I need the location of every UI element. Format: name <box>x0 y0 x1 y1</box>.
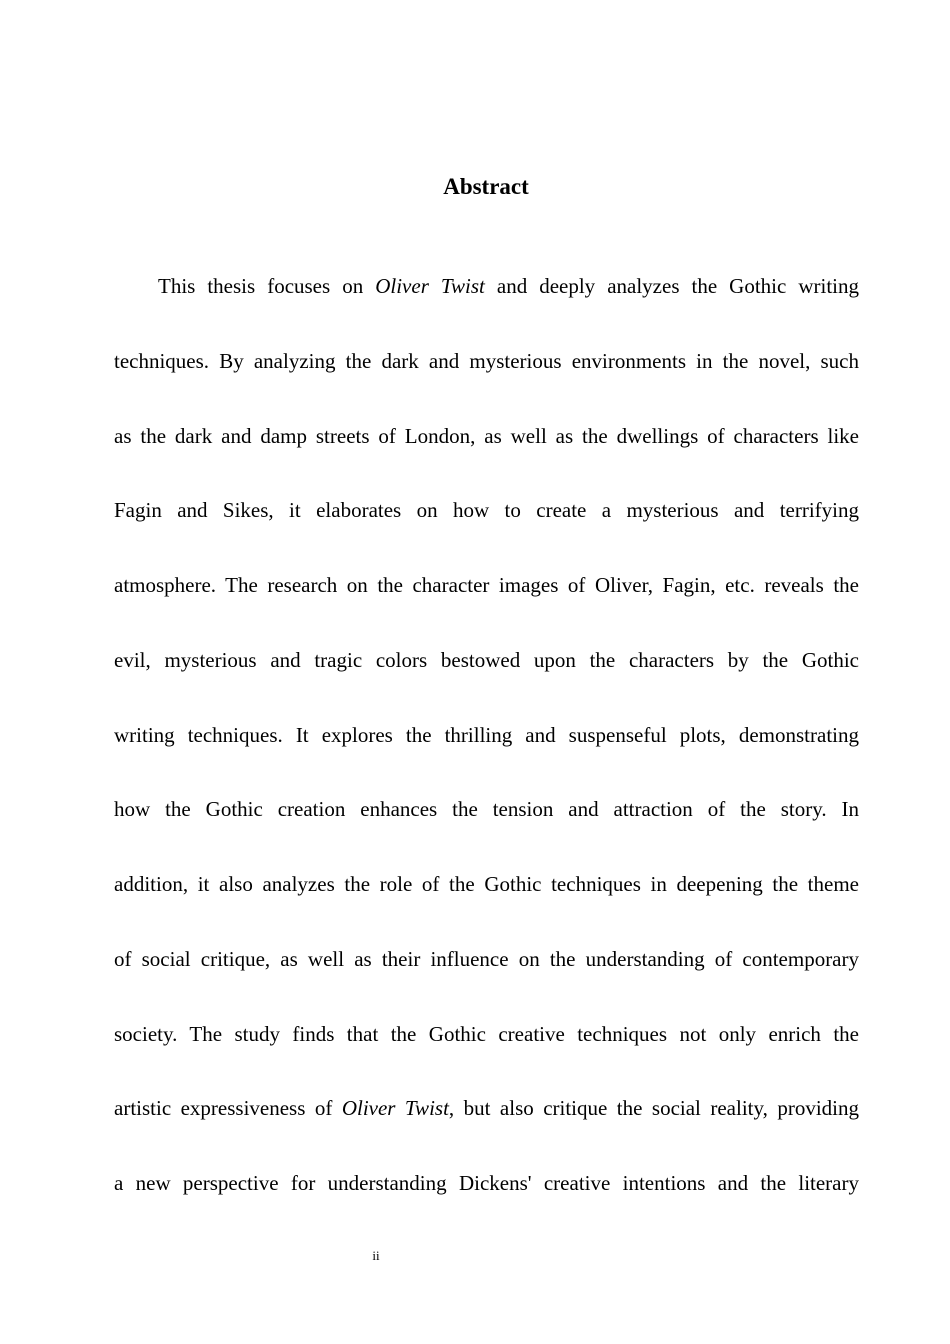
abstract-line-6: evil, mysterious and tragic colors bestowed upon the characters by the Gothic <box>114 647 859 672</box>
abstract-line-8: how the Gothic creation enhances the tension and attraction of the story. In <box>114 797 859 822</box>
text-segment: , but also critique the social reality, providing <box>448 1096 859 1121</box>
abstract-line-12 <box>114 1090 859 1165</box>
book-title-oliver-twist: Oliver Twist <box>341 1096 449 1121</box>
abstract-line-5: atmosphere. The research on the character images of Oliver, Fagin, etc. reveals the <box>114 573 859 597</box>
abstract-line-1 <box>114 268 859 343</box>
abstract-line-11: society. The study finds that the Gothic creative techniques not only enrich the <box>114 1021 859 1046</box>
abstract-line-7: writing techniques. It explores the thrilling and suspenseful plots, demonstrating <box>114 722 859 747</box>
abstract-line-10: of social critique, as well as their influence on the understanding of contemporary <box>114 946 859 971</box>
abstract-line-4: Fagin and Sikes, it elaborates on how to create a mysterious and terrifying <box>114 498 859 523</box>
abstract-line-2: techniques. By analyzing the dark and mysterious environments in the novel, such <box>114 348 859 373</box>
text-segment: This thesis focuses on <box>158 274 376 298</box>
book-title-oliver-twist: Oliver Twist <box>375 274 485 298</box>
abstract-body <box>114 268 859 1240</box>
abstract-line-9: addition, it also analyzes the role of the Gothic techniques in deepening the theme <box>114 872 859 896</box>
abstract-line-3: as the dark and damp streets of London, as well as the dwellings of characters like <box>114 423 859 448</box>
abstract-heading: Abstract <box>443 174 529 199</box>
abstract-line-13: a new perspective for understanding Dickens' creative intentions and the literary <box>114 1171 859 1195</box>
text-segment: and deeply analyzes the Gothic writing <box>484 274 860 298</box>
page-number: ii <box>372 1248 380 1263</box>
text-segment: artistic expressiveness of <box>114 1096 342 1121</box>
